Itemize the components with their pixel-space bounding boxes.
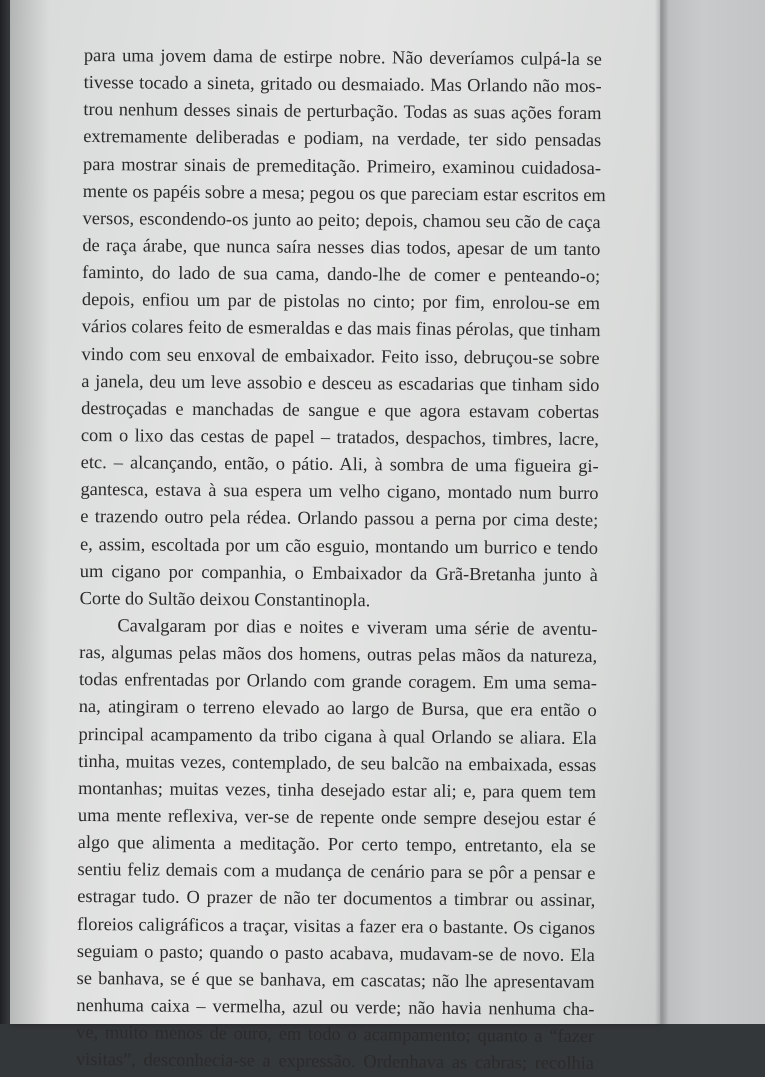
text-line: etc. – alcançando, então, o pátio. Ali, à sombra de uma figueira gi-: [80, 452, 599, 477]
text-line: todas enfrentadas por Orlando com grande coragem. Em uma sema-: [78, 669, 598, 694]
text-line: sentiu feliz demais com a mudança de cenário para se pôr a pensar e: [77, 859, 596, 884]
text-line: para uma jovem dama de estirpe nobre. Não deveríamos culpá-la se: [83, 44, 602, 70]
text-line: ras, algumas pelas mãos dos homens, outras pelas mãos da natureza,: [79, 642, 598, 667]
text-line: trou nenhum desses sinais de perturbação. Todas as suas ações foram: [83, 99, 602, 124]
text-line: com o lixo das cestas de papel – tratados, despachos, timbres, lacre,: [80, 424, 599, 450]
text-line: e trazendo outro pela rédea. Orlando passou a perna por cima deste;: [80, 506, 599, 531]
text-line: ve, muito menos de ouro, em todo o acampamento; quanto a “fazer: [76, 1022, 595, 1047]
text-line: faminto, do lado de sua cama, dando-lhe de comer e penteando-o;: [82, 262, 601, 287]
text-line: gantesca, estava à sua espera um velho cigano, montado num burro: [80, 479, 599, 504]
text-line: tinha, muitas vezes, contemplado, de seu balcão na embaixada, essas: [78, 750, 597, 775]
text-line: versos, escondendo-os junto ao peito; depois, chamou seu cão de caça: [82, 207, 601, 232]
text-line: se banhava, se é que se banhava, em cascatas; não lhe apresentavam: [76, 967, 595, 992]
text-line: depois, enfiou um par de pistolas no cinto; por fim, enrolou-se em: [81, 289, 601, 314]
text-line: a janela, deu um leve assobio e desceu as escadarias que tinham sido: [81, 370, 600, 395]
text-line: e, assim, escoltada por um cão esguio, montando um burrico e tendo: [79, 533, 599, 558]
page-gutter-shadow: [10, 0, 50, 1024]
text-line: extremamente deliberadas e podiam, na verdade, ter sido pensadas: [83, 126, 602, 151]
text-line: algo que alimenta a meditação. Por certo tempo, entretanto, ela se: [77, 832, 596, 857]
text-line: para mostrar sinais de premeditação. Primeiro, examinou cuidadosa-: [82, 153, 602, 178]
text-line: tivesse tocado a sineta, gritado ou desmaiado. Mas Orlando não mos-: [83, 72, 602, 97]
text-line: vindo com seu enxoval de embaixador. Feito isso, debruçou-se sobre: [81, 343, 600, 368]
paragraph-start-line: Cavalgaram por dias e noites e viveram uma série de aventu-: [117, 615, 598, 640]
text-line: seguiam o pasto; quando o pasto acabava, mudavam-se de novo. Ela: [76, 940, 595, 965]
page-fold-shadow: [655, 0, 669, 1024]
text-line: de raça árabe, que nunca saíra nesses dias todos, apesar de um tanto: [82, 234, 601, 260]
text-line: montanhas; muitas vezes, tinha desejado estar ali; e, para quem tem: [78, 777, 597, 802]
page-text: [75, 42, 606, 1077]
text-line: nenhuma caixa – vermelha, azul ou verde; não havia nenhuma cha-: [76, 994, 595, 1019]
adjacent-page: [660, 0, 765, 1024]
text-line: na, atingiram o terreno elevado ao largo de Bursa, que era então o: [78, 696, 597, 721]
text-line: estragar tudo. O prazer de não ter documentos a timbrar ou assinar,: [77, 886, 596, 911]
text-line: floreios caligráficos a traçar, visitas a fazer era o bastante. Os ciganos: [76, 913, 596, 938]
text-line: um cigano por companhia, o Embaixador da Grã-Bretanha junto à: [79, 560, 598, 585]
text-line: vários colares feito de esmeraldas e das mais finas pérolas, que tinham: [81, 316, 601, 341]
book-left-edge: [0, 0, 10, 1024]
text-line: uma mente reflexiva, ver-se de repente onde sempre desejou estar é: [77, 804, 596, 829]
text-line: visitas”, desconhecia-se a expressão. Ordenhava as cabras; recolhia: [75, 1049, 595, 1074]
text-line: principal acampamento da tribo cigana à qual Orlando se aliara. Ela: [78, 723, 597, 748]
text-line: destroçadas e manchadas de sangue e que agora estavam cobertas: [81, 397, 600, 422]
text-line: mente os papéis sobre a mesa; pegou os que pareciam estar escritos em: [82, 180, 606, 205]
paragraph-end-line: Corte do Sultão deixou Constantinopla.: [79, 587, 371, 611]
